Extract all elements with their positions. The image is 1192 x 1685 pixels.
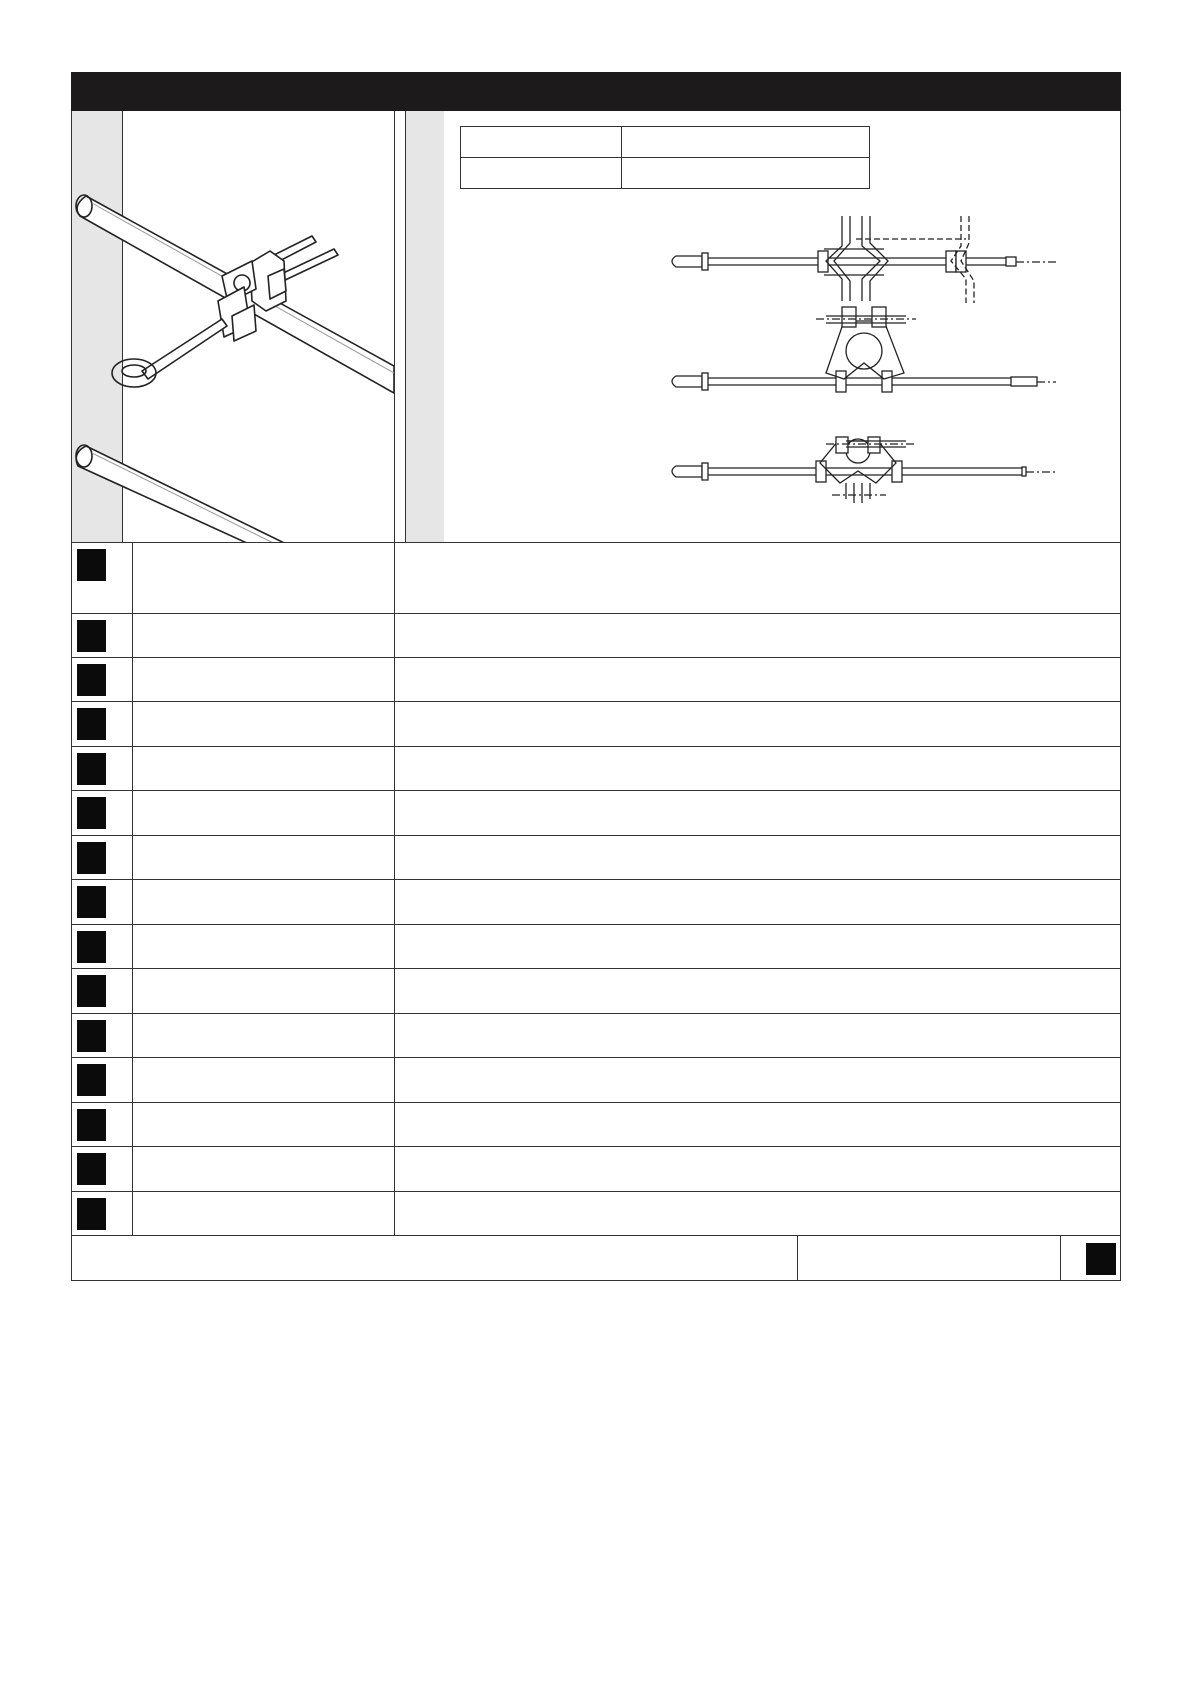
number-box [77, 664, 106, 696]
list-item [71, 880, 1121, 925]
item-number-marker [72, 1192, 133, 1235]
header-bar [71, 72, 1121, 111]
item-number-marker [72, 836, 133, 879]
item-description [395, 702, 1120, 746]
item-description [395, 747, 1120, 790]
item-number-marker [72, 543, 133, 613]
view-side [672, 307, 1056, 392]
list-item [71, 791, 1121, 836]
page-number-marker [1086, 1243, 1116, 1275]
item-description [395, 1103, 1120, 1146]
item-number-marker [72, 1147, 133, 1191]
item-description [395, 1147, 1120, 1191]
item-description [395, 614, 1120, 657]
item-label [133, 747, 395, 790]
technical-drawing-panel [406, 111, 1122, 542]
item-description [395, 658, 1120, 701]
number-box [77, 1198, 106, 1230]
list-item [71, 1014, 1121, 1058]
list-item [71, 747, 1121, 791]
isometric-figure [72, 111, 394, 542]
figure-panel [71, 111, 1121, 542]
footer-left [72, 1236, 798, 1280]
item-label [133, 969, 395, 1013]
number-box [77, 1020, 106, 1052]
item-label [133, 880, 395, 924]
item-number-marker [72, 658, 133, 701]
number-box [77, 708, 106, 740]
number-box [77, 549, 106, 581]
item-description [395, 925, 1120, 968]
list-item [71, 836, 1121, 880]
document-sheet [71, 72, 1121, 1281]
orthographic-views-drawing [406, 111, 1122, 542]
list-item [71, 1058, 1121, 1103]
number-box [77, 620, 106, 652]
item-description [395, 1014, 1120, 1057]
item-number-marker [72, 1103, 133, 1146]
list-item [71, 543, 1121, 614]
number-box [77, 1064, 106, 1096]
list-item [71, 658, 1121, 702]
item-description [395, 543, 1120, 613]
number-box [77, 931, 106, 963]
number-box [77, 753, 106, 785]
list-item [71, 969, 1121, 1014]
eye-bolt-clamp-illustration [72, 111, 394, 542]
item-number-marker [72, 791, 133, 835]
item-number-marker [72, 969, 133, 1013]
number-box [77, 1153, 106, 1185]
item-label [133, 1058, 395, 1102]
page-footer [71, 1236, 1121, 1281]
number-box [77, 1109, 106, 1141]
item-list [71, 542, 1121, 1236]
footer-page [1061, 1236, 1120, 1280]
item-description [395, 1058, 1120, 1102]
list-item [71, 614, 1121, 658]
view-front [672, 437, 1056, 503]
item-label [133, 658, 395, 701]
item-label [133, 925, 395, 968]
item-label [133, 1192, 395, 1235]
item-label [133, 1014, 395, 1057]
view-top [672, 216, 1056, 303]
item-number-marker [72, 702, 133, 746]
item-label [133, 543, 395, 613]
item-label [133, 1103, 395, 1146]
item-description [395, 1192, 1120, 1235]
item-number-marker [72, 747, 133, 790]
item-number-marker [72, 614, 133, 657]
number-box [77, 842, 106, 874]
figure-divider [394, 111, 406, 542]
item-label [133, 836, 395, 879]
number-box [77, 797, 106, 829]
item-label [133, 1147, 395, 1191]
list-item [71, 1103, 1121, 1147]
item-number-marker [72, 880, 133, 924]
item-description [395, 880, 1120, 924]
item-number-marker [72, 1058, 133, 1102]
list-item [71, 1192, 1121, 1236]
number-box [77, 975, 106, 1007]
item-description [395, 969, 1120, 1013]
item-description [395, 836, 1120, 879]
item-number-marker [72, 925, 133, 968]
list-item [71, 925, 1121, 969]
item-description [395, 791, 1120, 835]
list-item [71, 1147, 1121, 1192]
item-label [133, 702, 395, 746]
item-label [133, 614, 395, 657]
item-label [133, 791, 395, 835]
number-box [77, 886, 106, 918]
footer-middle [798, 1236, 1061, 1280]
list-item [71, 702, 1121, 747]
item-number-marker [72, 1014, 133, 1057]
